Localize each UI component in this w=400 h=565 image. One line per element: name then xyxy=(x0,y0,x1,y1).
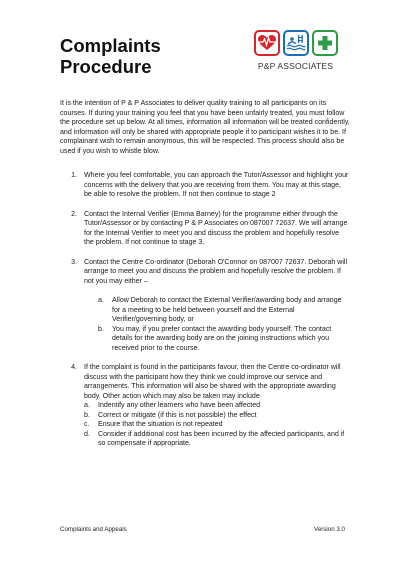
sub-list xyxy=(84,401,350,449)
step-text: If the complaint is found in the participants favour, then the Centre co-ordinator will discuss with the participant how they think we could improve our service and arrangements. This information will also be shared with the appropriate awarding body. Other action which may also be taken may include xyxy=(84,364,341,400)
step-text: Contact the Centre Co-ordinator (Deborah O'Connor on 087007 72637. Deborah will arrange to meet you and discuss the problem and hopefully resolve the problem. If not you may either – xyxy=(84,258,348,285)
sub-item xyxy=(98,325,350,354)
procedure-steps xyxy=(60,171,350,459)
heart-pulse-icon xyxy=(254,30,280,56)
step-number: 3. xyxy=(71,258,77,266)
sub-text: Ensure that the situation is not repeated xyxy=(98,421,223,428)
step-item xyxy=(60,258,350,354)
sub-letter: c. xyxy=(84,421,90,428)
sub-letter: b. xyxy=(98,325,104,333)
step-item xyxy=(60,171,350,200)
step-item xyxy=(60,363,350,449)
sub-text: You may, if you prefer contact the awarding body yourself. The contact details for the awarding body are on the joining instructions which you received prior to the course. xyxy=(112,325,332,352)
step-item xyxy=(60,210,350,248)
sub-text: Consider if additional cost has been incurred by the affected participants, and if so compensate if appropriate. xyxy=(98,430,345,447)
sub-letter: d. xyxy=(84,430,90,438)
footer-version: Version 3.0 xyxy=(314,526,345,533)
step-text: Contact the Internal Verifier (Emma Barney) for the programme either through the Tutor/Assessor or by contacting P & P Associates on 087007 72637. We will arrange for the Internal Verifier to meet you and discuss the problem and hopefully resolve the problem. If not continue to stage 3. xyxy=(84,210,348,246)
footer-left-text: Complaints and Appeals xyxy=(60,526,127,533)
title-line-1: Complaints xyxy=(60,35,161,56)
swimmer-icon xyxy=(283,30,309,56)
intro-paragraph: It is the intention of P & P Associates to deliver quality training to all participants on its courses. If during your training you feel that you have been unfairly treated, you must follow the procedure set up below. At all times, information all information will be treated confidently, and information will only be shared with appropriate people if to participant wishes it to be. If complainant wish to remain anonymous, this will be respected. This process should also be used if you wish to whistle blow. xyxy=(60,100,350,155)
sub-letter: a. xyxy=(98,297,104,304)
sub-letter: b. xyxy=(84,411,90,419)
sub-item xyxy=(84,420,350,430)
page-footer xyxy=(60,526,345,533)
first-aid-cross-icon xyxy=(312,30,338,56)
company-logo xyxy=(248,30,343,71)
page-title xyxy=(60,35,161,77)
step-text: Where you feel comfortable, you can approach the Tutor/Assessor and highlight your concerns with the delivery that you are receiving from them. You may at this stage, be able to resolve the problem. If not then continue to stage 2 xyxy=(84,172,349,198)
sub-list xyxy=(98,296,350,353)
sub-item xyxy=(84,411,350,421)
title-line-2: Procedure xyxy=(60,56,152,77)
step-number: 1. xyxy=(71,172,77,179)
step-number: 2. xyxy=(71,210,77,218)
sub-text: Allow Deborah to contact the External Verifier/awarding body and arrange for a meeting to be held between yourself and the External Verifier/governing body, or xyxy=(112,297,342,323)
sub-letter: a. xyxy=(84,402,90,409)
logo-text: P&P ASSOCIATES xyxy=(257,61,334,71)
sub-item xyxy=(98,296,350,325)
step-number: 4. xyxy=(71,364,77,371)
sub-text: Indentify any other learners who have been affected xyxy=(98,402,261,409)
logo-icons xyxy=(248,30,343,56)
sub-text: Correct or mitigate (if this is not possible) the effect xyxy=(98,411,257,419)
sub-item xyxy=(84,430,350,449)
sub-item xyxy=(84,401,350,411)
